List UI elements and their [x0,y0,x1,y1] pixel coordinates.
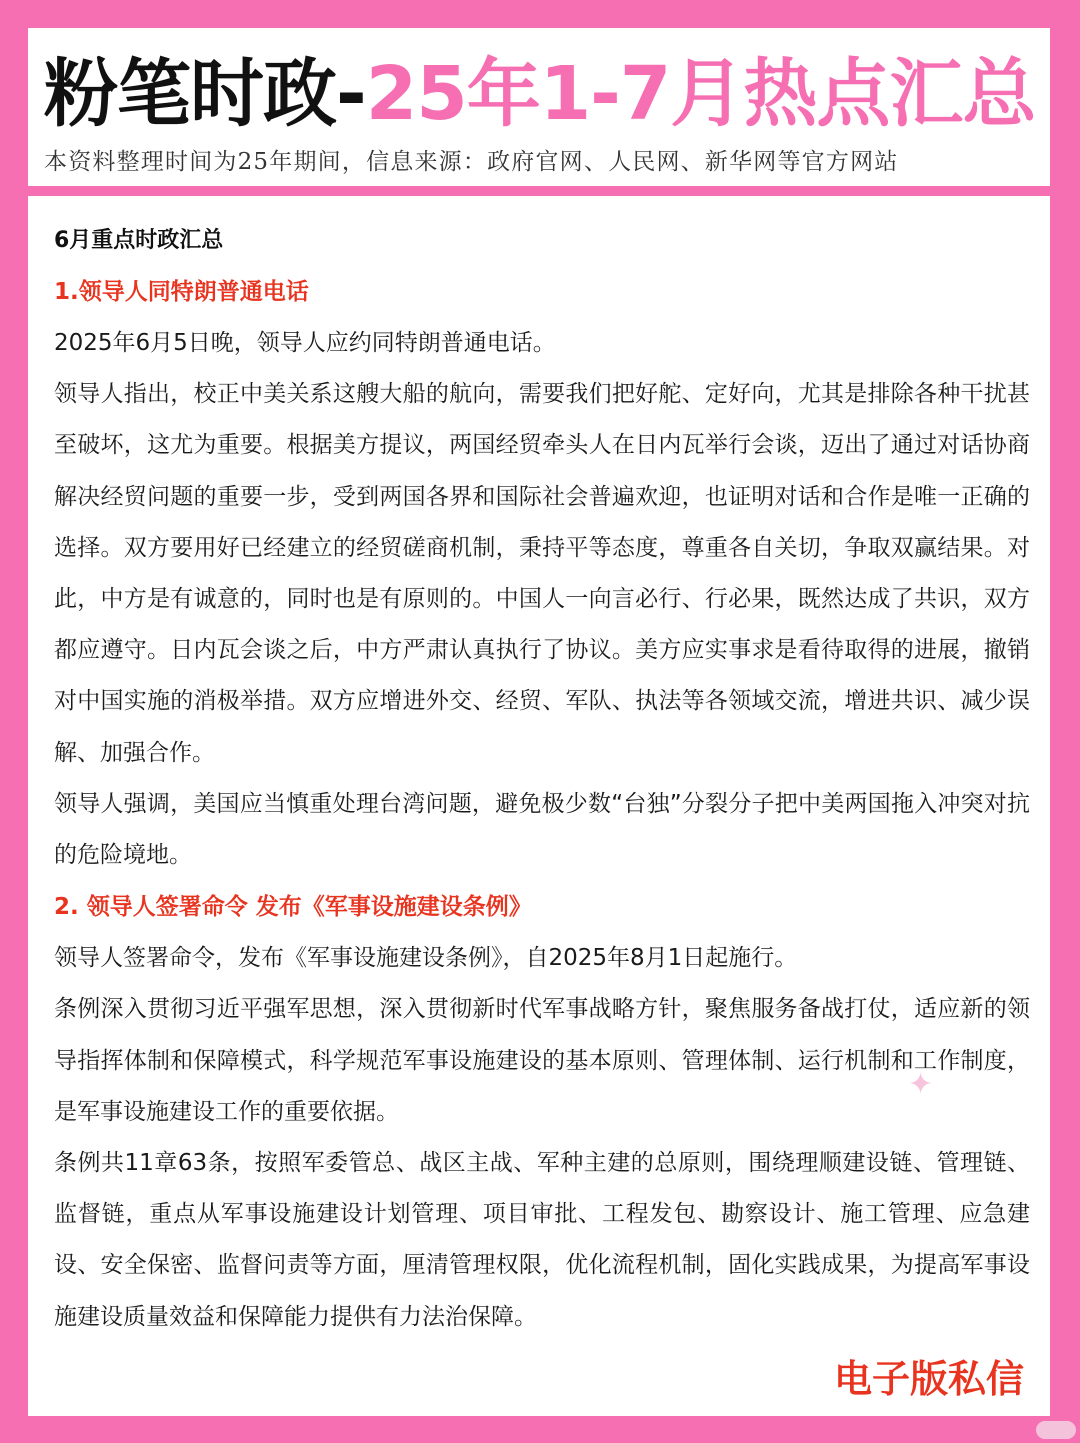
cta-text: 电子版私信 [833,1357,1024,1401]
watermark-badge [1036,1421,1076,1439]
header-card [28,28,1050,186]
page-title [44,48,1044,140]
item-1-heading: 1.领导人同特朗普通电话 [54,279,309,305]
item-1-paragraph-1: 2025年6月5日晚，领导人应约同特朗普通电话。 [54,330,556,356]
item-1-paragraph-2: 领导人指出，校正中美关系这艘大船的航向，需要我们把好舵、定好向，尤其是排除各种干扰甚至破坏，这尤为重要。根据美方提议，两国经贸牵头人在日内瓦举行会谈，迈出了通过对话协商解决经贸问题的重要一步，受到两国各界和国际社会普遍欢迎，也证明对话和合作是唯一正确的选择。双方要用好已经建立的经贸磋商机制，秉持平等态度，尊重各自关切，争取双赢结果。对此，中方是有诚意的，同时也是有原则的。中国人一向言必行、行必果，既然达成了共识，双方都应遵守。日内瓦会谈之后，中方严肃认真执行了协议。美方应实事求是看待取得的进展，撤销对中国实施的消极举措。双方应增进外交、经贸、军队、执法等各领域交流，增进共识、减少误解、加强合作。 [54,381,1030,766]
subtitle: 本资料整理时间为25年期间，信息来源：政府官网、人民网、新华网等官方网站 [44,149,899,175]
item-1-paragraph-3: 领导人强调，美国应当慎重处理台湾问题，避免极少数“台独”分裂分子把中美两国拖入冲突对抗的危险境地。 [54,790,1030,869]
title-highlight: 25年1-7月热点汇总 [365,51,1036,137]
item-2-paragraph-3: 条例共11章63条，按照军委管总、战区主战、军种主建的总原则，围绕理顺建设链、管理链、监督链，重点从军事设施建设计划管理、项目审批、工程发包、勘察设计、施工管理、应急建设、安全保密、监督问责等方面，厘清管理权限，优化流程机制，固化实践成果，为提高军事设施建设质量效益和保障能力提供有力法治保障。 [54,1150,1030,1330]
item-2-paragraph-1: 领导人签署命令，发布《军事设施建设条例》，自2025年8月1日起施行。 [54,945,798,972]
sparkle-icon: ✦ [908,1067,934,1102]
item-2-heading: 2. 领导人签署命令 发布《军事设施建设条例》 [54,894,532,921]
item-2-paragraph-2: 条例深入贯彻习近平强军思想，深入贯彻新时代军事战略方针，聚焦服务备战打仗，适应新的领导指挥体制和保障模式，科学规范军事设施建设的基本原则、管理体制、运行机制和工作制度，是军事设施建设工作的重要依据。 [54,996,1030,1125]
article-body [54,216,1030,1343]
section-label: 6月重点时政汇总 [54,228,224,253]
main-card [28,196,1050,1416]
title-prefix: 粉笔时政- [44,51,366,137]
